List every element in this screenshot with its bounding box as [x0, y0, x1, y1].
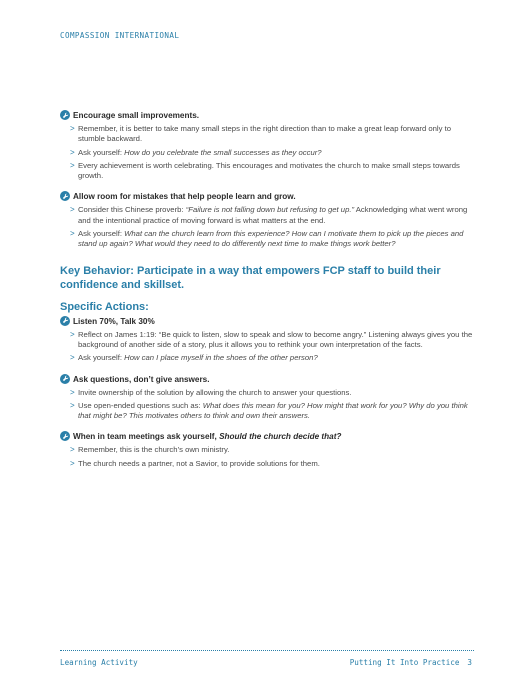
list-item: > Ask yourself: What can the church learn from this experience? How can I motivate them to pick up the pieces and stand up again? What would they need to do differently next time to make things work better?: [70, 229, 464, 249]
action-point-title: Allow room for mistakes that help people learn and grow.: [60, 191, 480, 202]
chevron-right-icon: >: [70, 329, 75, 339]
action-point-title: Listen 70%, Talk 30%: [60, 316, 480, 327]
chevron-right-icon: >: [70, 458, 75, 468]
action-point: [60, 431, 480, 469]
list-item: > Ask yourself: How can I place myself in the shoes of the other person?: [70, 353, 318, 363]
list-item: > Remember, this is the church’s own ministry.: [70, 445, 230, 455]
list-item: > The church needs a partner, not a Savior, to provide solutions for them.: [70, 458, 320, 468]
wrench-icon: [60, 374, 70, 384]
chevron-right-icon: >: [70, 160, 75, 170]
footer-chapter: [350, 658, 472, 667]
chevron-right-icon: >: [70, 387, 75, 397]
wrench-icon: [60, 431, 70, 441]
chevron-right-icon: >: [70, 147, 75, 157]
footer-divider: [60, 650, 474, 651]
chevron-right-icon: >: [70, 229, 75, 239]
page-content: [60, 110, 480, 479]
page-number: 3: [467, 658, 472, 667]
key-behavior-heading: Key Behavior: Participate in a way that empowers FCP staff to build their confidence and skillset.: [60, 264, 441, 292]
action-point: [60, 191, 480, 249]
list-item: > Invite ownership of the solution by allowing the church to answer your questions.: [70, 387, 352, 397]
list-item: > Consider this Chinese proverb: “Failure is not falling down but refusing to get up.” Acknowledging what went wrong and the intentional practice of moving forward is what matters at the end.: [70, 205, 468, 225]
action-point: [60, 110, 480, 181]
action-point-title: Encourage small improvements.: [60, 110, 480, 121]
chevron-right-icon: >: [70, 445, 75, 455]
list-item: > Every achievement is worth celebrating. This encourages and motivates the church to make small steps towards growth.: [70, 160, 460, 181]
list-item: > Use open-ended questions such as: What does this mean for you? How might that work for you? Why do you think that might be? This motivates others to think and own their answers.: [70, 400, 468, 421]
wrench-icon: [60, 316, 70, 326]
list-item: > Remember, it is better to take many small steps in the right direction than to make a great leap forward only to stumble backward.: [70, 124, 452, 144]
action-point-title: Ask questions, don’t give answers.: [60, 374, 480, 385]
chevron-right-icon: >: [70, 400, 75, 410]
footer-chapter-label: Putting It Into Practice: [349, 658, 460, 667]
action-point: [60, 316, 480, 364]
list-item: > Reflect on James 1:19: “Be quick to listen, slow to speak and slow to become angry.” Listening always gives you the background of another side of a story, plus it allows you to rethink your own interpretation of the facts.: [70, 329, 473, 349]
chevron-right-icon: >: [70, 205, 75, 215]
chevron-right-icon: >: [70, 353, 75, 363]
specific-actions-heading: Specific Actions:: [60, 300, 149, 313]
list-item: > Ask yourself: How do you celebrate the small successes as they occur?: [70, 147, 322, 157]
footer-section-label: Learning Activity: [60, 658, 138, 667]
action-point-title: When in team meetings ask yourself, Should the church decide that?: [60, 431, 480, 442]
action-point: [60, 374, 480, 422]
header-brand: COMPASSION INTERNATIONAL: [60, 31, 180, 40]
wrench-icon: [60, 110, 70, 120]
chevron-right-icon: >: [70, 124, 75, 133]
wrench-icon: [60, 191, 70, 201]
